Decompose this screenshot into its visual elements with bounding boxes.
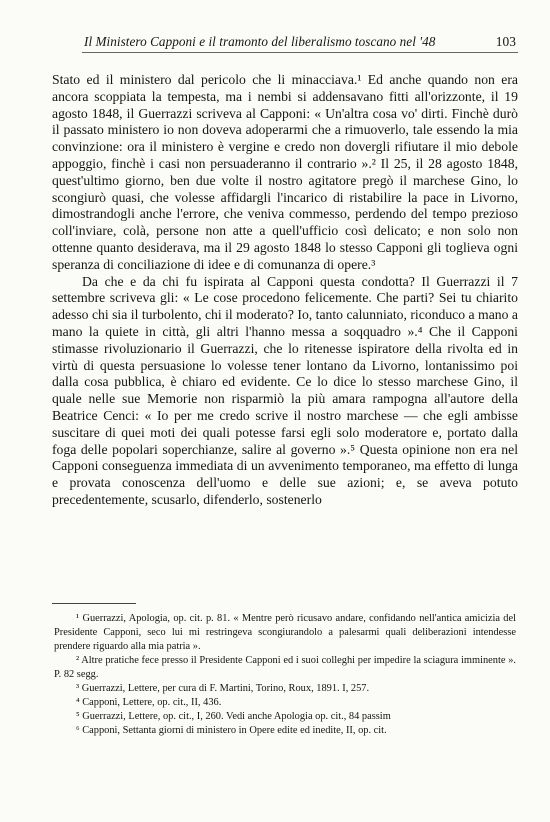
footnote: ² Altre pratiche fece presso il Presidente Capponi ed i suoi colleghi per impedire la sciagura imminente ». P. 82 segg. bbox=[54, 655, 516, 680]
paragraph: Stato ed il ministero dal pericolo che li minacciava.¹ Ed anche quando non era ancora scoppiata la tempesta, ma i nembi si addensavano fitti all'orizzonte, il 19 agosto 1848, il Guerrazzi scriveva al Capponi: « Un'altra cosa vo' dirti. Finchè durò il passato ministero io non doveva adoperarmi che a rimuoverlo, tale essendo la mia convinzione: ora il ministero è vergine e credo non dovergli rifiutare il mio debole appoggio, finchè i casi non persuaderanno il contrario ».² Il 25, il 28 agosto 1848, quest'ultimo giorno, ben due volte il nostro agitatore pregò il marchese Gino, lo scongiurò quasi, che volesse affidargli l'incarico di ristabilire la pace in Livorno, dimostrandogli anche l'errore, che veniva commesso, perdendo del tempo prezioso coll'inviare, colà, persone non atte a quell'ufficio così delicato; e non solo non ottenne quanto desiderava, ma il 29 agosto 1848 lo stesso Capponi gli toglieva ogni speranza di conciliazione di idee e di comunanza di opere.³ bbox=[52, 72, 518, 272]
footnote: ¹ Guerrazzi, Apologia, op. cit. p. 81. « Mentre però ricusavo andare, confidando nell'antica amicizia del Presidente Capponi, seco lui mi restringeva scongiurandolo a palesarmi quali deliberazioni intendesse prendere riguardo alla mia patria ». bbox=[54, 613, 516, 652]
footnote: ⁵ Guerrazzi, Lettere, op. cit., I, 260. Vedi anche Apologia op. cit., 84 passim bbox=[76, 711, 391, 722]
footnote-rule bbox=[52, 603, 136, 604]
running-title: Il Ministero Capponi e il tramonto del liberalismo toscano nel '48 bbox=[84, 34, 436, 49]
footnote: ⁶ Capponi, Settanta giorni di ministero in Opere edite ed inedite, II, op. cit. bbox=[76, 725, 387, 736]
running-header bbox=[84, 34, 516, 50]
page-number: 103 bbox=[495, 34, 516, 49]
paragraph: Da che e da chi fu ispirata al Capponi questa condotta? Il Guerrazzi il 7 settembre scriveva gli: « Le cose procedono felicemente. Che parti? Sei tu chiarito adesso chi sia il turbolento, chi il moderato? Io, tanto calunniato, riconduco a mano a mano la quiete in città, gli altri l'hanno messa a soqquadro ».⁴ Che il Capponi stimasse rivoluzionario il Guerrazzi, che lo ritenesse ispiratore della rivolta ed in virtù di questa persuasione lo volesse tener lontano da Livorno, lontanissimo poi dalla cosa pubblica, è chiaro ed evidente. Ce lo dice lo stesso marchese Gino, il quale nelle sue Memorie non risparmiò la più amara rampogna all'autore della Beatrice Cenci: « Io per me credo scrive il nostro marchese — che egli ambisse suscitare di quei moti dei quali potesse farsi egli solo moderatore e, portato dalla foga delle popolari soperchianze, salire al governo ».⁵ Questa opinione non era nel Capponi conseguenza immediata di un avvenimento temporaneo, ma effetto di lunga e provata conoscenza dell'uomo e delle sue azioni; e, se aveva potuto precedentemente, scusarlo, difenderlo, sostenerlo bbox=[52, 273, 518, 507]
body-text bbox=[52, 72, 518, 509]
footnotes bbox=[54, 612, 516, 738]
footnote: ⁴ Capponi, Lettere, op. cit., II, 436. bbox=[76, 697, 222, 708]
header-rule bbox=[82, 52, 518, 53]
footnote: ³ Guerrazzi, Lettere, per cura di F. Martini, Torino, Roux, 1891. I, 257. bbox=[76, 683, 370, 694]
